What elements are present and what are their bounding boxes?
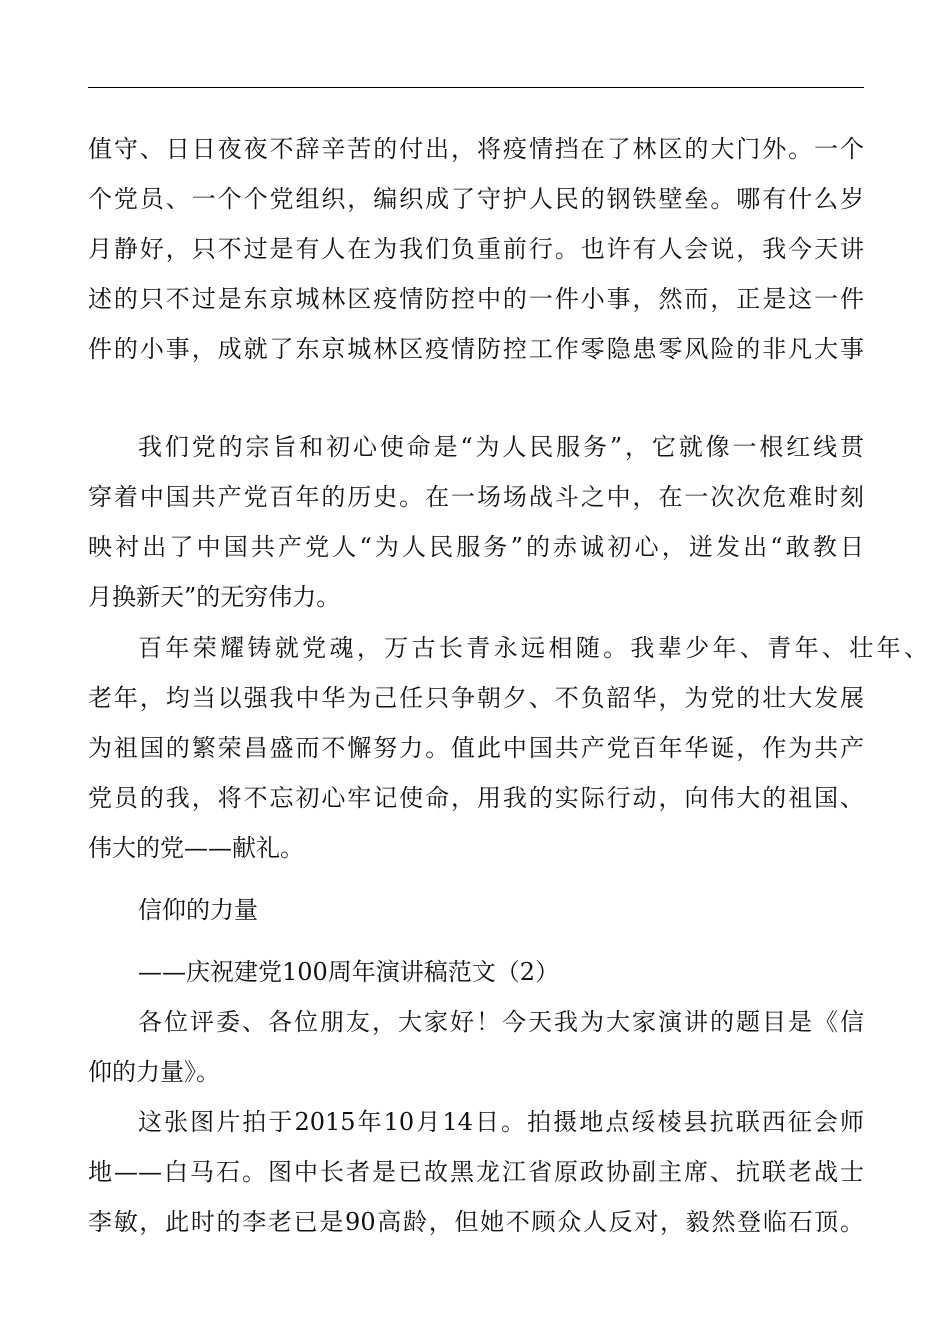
text-line: 个党员、一个个党组织，编织成了守护人民的钢铁壁垒。哪有什么岁 xyxy=(88,185,864,213)
text-line: 党员的我，将不忘初心牢记使命，用我的实际行动，向伟大的祖国、 xyxy=(88,784,864,812)
text-line: 述的只不过是东京城林区疫情防控中的一件小事，然而，正是这一件 xyxy=(88,285,864,313)
text-line: 各位评委、各位朋友，大家好！今天我为大家演讲的题目是《信 xyxy=(138,1008,864,1036)
text-line: 我们党的宗旨和初心使命是“为人民服务”，它就像一根红线贯 xyxy=(138,433,864,461)
text-line: 老年，均当以强我中华为己任只争朝夕、不负韶华，为党的壮大发展 xyxy=(88,684,864,712)
text-line: 月换新天”的无穷伟力。 xyxy=(88,583,341,611)
text-line: 地——白马石。图中长者是已故黑龙江省原政协副主席、抗联老战士 xyxy=(88,1158,864,1186)
header-rule xyxy=(88,87,864,88)
text-line: 这张图片拍于2015年10月14日。拍摄地点绥棱县抗联西征会师 xyxy=(138,1108,864,1136)
text-line: 映衬出了中国共产党人“为人民服务”的赤诚初心，迸发出“敢教日 xyxy=(88,533,864,561)
section-subtitle: ——庆祝建党100周年演讲稿范文（2） xyxy=(138,958,560,986)
text-line: 仰的力量》。 xyxy=(88,1058,220,1086)
text-line: 为祖国的繁荣昌盛而不懈努力。值此中国共产党百年华诞，作为共产 xyxy=(88,734,864,762)
text-line: 值守、日日夜夜不辞辛苦的付出，将疫情挡在了林区的大门外。一个 xyxy=(88,135,864,163)
text-line: 件的小事，成就了东京城林区疫情防控工作零隐患零风险的非凡大事 xyxy=(88,335,864,363)
text-line: 李敏，此时的李老已是90高龄，但她不顾众人反对，毅然登临石顶。 xyxy=(88,1208,864,1236)
text-line: 百年荣耀铸就党魂，万古长青永远相随。我辈少年、青年、壮年、 xyxy=(138,634,928,662)
text-line: 伟大的党——献礼。 xyxy=(88,834,304,862)
section-title: 信仰的力量 xyxy=(138,896,258,924)
text-line: 穿着中国共产党百年的历史。在一场场战斗之中，在一次次危难时刻 xyxy=(88,483,864,511)
text-line: 月静好，只不过是有人在为我们负重前行。也许有人会说，我今天讲 xyxy=(88,235,864,263)
